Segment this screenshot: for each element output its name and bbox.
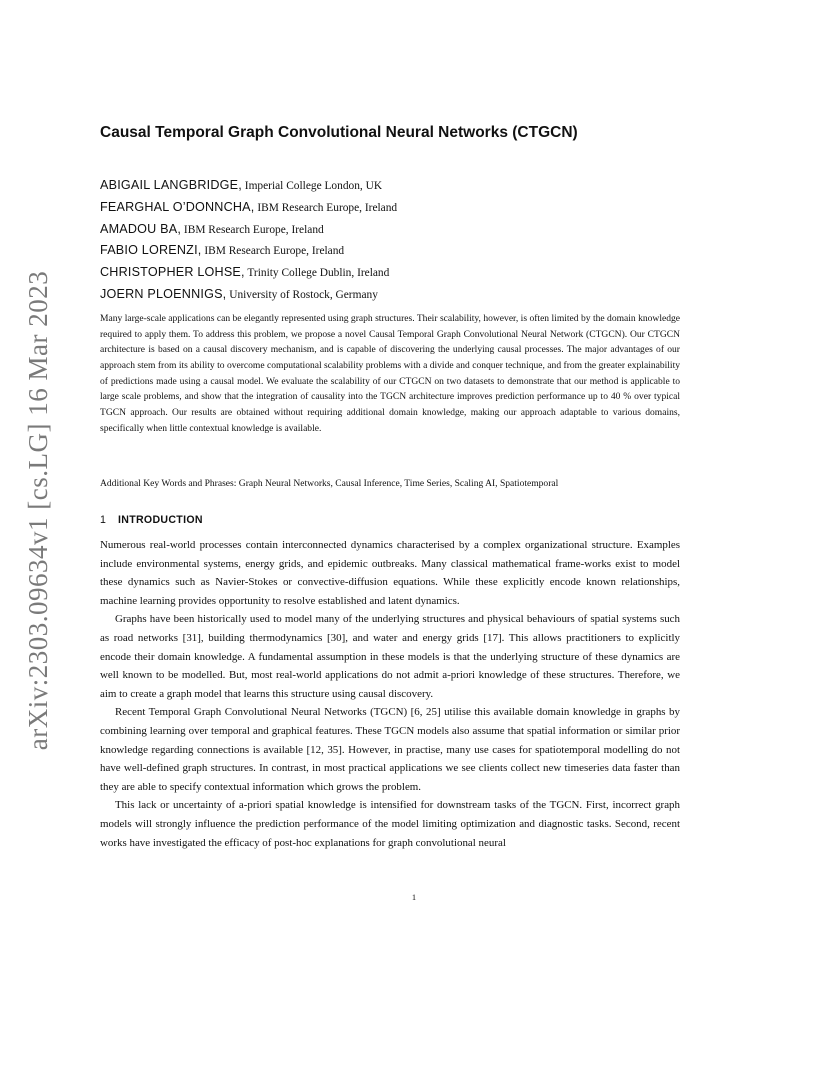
page-number: 1 — [411, 892, 417, 902]
author-affiliation: Imperial College London, UK — [241, 180, 383, 192]
author-name: AMADOU BA, — [100, 221, 182, 236]
author-affiliation: University of Rostock, Germany — [226, 288, 378, 301]
author-list — [100, 174, 397, 305]
paragraph: Recent Temporal Graph Convolutional Neural Networks (TGCN) [6, 25] utilise this available domain knowledge in graphs by combining learning over temporal and graphical features. These TGCN models also assume that spatial information or similar prior knowledge regarding connections is available [12, 35]. However, in practise, many use cases for spatiotemporal modelling do not have well-defined graph structures. In contrast, in most practical applications we see clients collect new timeseries data faster than they are able to specify contextual information which grows the problem. — [100, 706, 680, 793]
author-name: JOERN PLOENNIGS, — [100, 286, 227, 301]
author-entry — [100, 218, 397, 240]
section-heading — [100, 514, 203, 526]
arxiv-id-text: arXiv:2303.09634v1 [cs.LG] 16 Mar 2023 — [23, 270, 54, 750]
author-name: FABIO LORENZI, — [100, 243, 202, 258]
author-affiliation: IBM Research Europe, Ireland — [181, 223, 324, 236]
paragraph: Numerous real-world processes contain interconnected dynamics characterised by a complex organizational structure. Examples include environmental systems, energy grids, and epidemic outbreaks. Many classical mathematical frame-works exist to model these dynamics such as Navier-Stokes or convective-diffusion equations. While these explicitly encode known relationships, machine learning provides opportunity to resolve established and latent dynamics. — [100, 539, 680, 607]
author-entry — [100, 261, 397, 283]
author-name: FEARGHAL O’DONNCHA, — [100, 199, 255, 214]
author-affiliation: IBM Research Europe, Ireland — [201, 245, 345, 258]
section-title: INTRODUCTION — [118, 514, 203, 526]
author-entry — [100, 239, 397, 261]
section-number: 1 — [100, 514, 107, 526]
keywords: Additional Key Words and Phrases: Graph Neural Networks, Causal Inference, Time Series, Scaling AI, Spatiotemporal — [100, 478, 559, 489]
author-entry — [100, 283, 397, 305]
paper-title: Causal Temporal Graph Convolutional Neural Networks (CTGCN) — [100, 124, 578, 141]
author-name: CHRISTOPHER LOHSE, — [100, 265, 245, 280]
author-entry — [100, 196, 397, 218]
paragraph: This lack or uncertainty of a-priori spatial knowledge is intensified for downstream tasks of the TGCN. First, incorrect graph models will strongly influence the prediction performance of the model limiting optimization and diagnostic tasks. Second, recent works have investigated the efficacy of post-hoc explanations for graph convolutional neural — [100, 799, 680, 849]
body-text — [100, 536, 680, 852]
arxiv-identifier — [20, 270, 58, 750]
author-affiliation: IBM Research Europe, Ireland — [254, 201, 398, 214]
paragraph: Graphs have been historically used to model many of the underlying structures and physical behaviours of spatial systems such as road networks [31], building thermodynamics [30], and water and energy grids [17]. This allows practitioners to explicitly encode their domain knowledge. A fundamental assumption in these models is that the underlying structure of these dynamics are well known to be modelled. But, most real-world applications do not admit a-priori knowledge of these structures. Therefore, we aim to create a graph model that learns this structure using causal discovery. — [100, 613, 680, 700]
author-name: ABIGAIL LANGBRIDGE, — [100, 178, 242, 192]
author-affiliation: Trinity College Dublin, Ireland — [244, 267, 390, 280]
author-entry — [100, 174, 397, 196]
abstract: Many large-scale applications can be elegantly represented using graph structures. Their scalability, however, is often limited by the domain knowledge required to apply them. To address this problem, we propose a novel Causal Temporal Graph Convolutional Neural Network (CTGCN). Our CTGCN architecture is based on a causal discovery mechanism, and is capable of discovering the underlying causal processes. The major advantages of our approach stem from its ability to overcome computational scalability problems with a divide and conquer technique, and from the greater explainability of predictions made using a causal model. We evaluate the scalability of our CTGCN on two datasets to demonstrate that our method is applicable to large scale problems, and show that the integration of causality into the TGCN architecture improves prediction performance up to 40 % over typical TGCN approach. Our results are obtained without requiring additional domain knowledge, making our approach adaptable to various domains, specifically when little contextual knowledge is available. — [100, 313, 680, 434]
